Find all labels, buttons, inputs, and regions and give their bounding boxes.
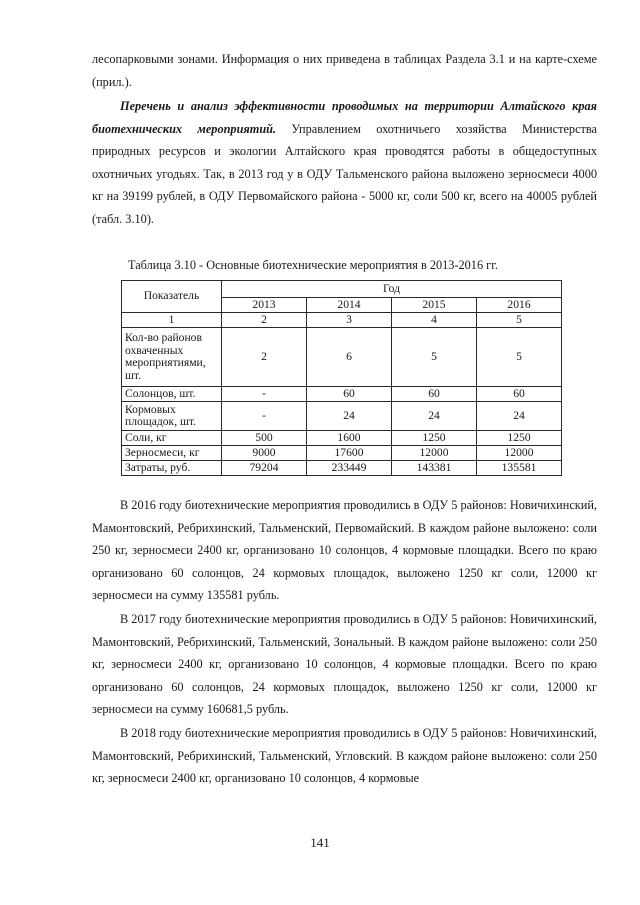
row-label: Кол-во районов охваченных мероприятиями, шт.	[122, 328, 222, 387]
table-cell: 12000	[392, 446, 477, 461]
column-number: 5	[477, 313, 562, 328]
paragraph-body: Управлением охотничьего хозяйства Министерства природных ресурсов и экологии Алтайского края проводятся работы в общедоступных охотничьих угодьях. Так, в 2013 год у в ОДУ Тальменского района выложено зерносмеси 4000 кг на 39199 рублей, в ОДУ Первомайского района - 5000 кг, соли 500 кг, всего на 40005 рублей (табл. 3.10).	[92, 121, 597, 226]
row-label: Кормовых площадок, шт.	[122, 402, 222, 431]
table-cell: 135581	[477, 461, 562, 476]
row-label: Соли, кг	[122, 431, 222, 446]
table-row	[122, 402, 562, 431]
table-cell: 60	[477, 387, 562, 402]
table-caption: Таблица 3.10 - Основные биотехнические мероприятия в 2013-2016 гг.	[128, 258, 498, 272]
section-heading: Перечень и анализ эффективности проводимых на территории Алтайского края биотехнических мероприятий.	[92, 99, 597, 136]
table-cell: 143381	[392, 461, 477, 476]
table-cell: 12000	[477, 446, 562, 461]
table-cell: 24	[307, 402, 392, 431]
table-cell: 1250	[392, 431, 477, 446]
header-year: Год	[222, 281, 562, 298]
table-row	[122, 461, 562, 476]
table-cell: 1250	[477, 431, 562, 446]
table-cell: 2	[222, 328, 307, 387]
header-year-cell: 2016	[477, 298, 562, 313]
paragraph-biotech-overview	[92, 95, 597, 231]
table-cell: 233449	[307, 461, 392, 476]
table-cell: 500	[222, 431, 307, 446]
row-label: Солонцов, шт.	[122, 387, 222, 402]
column-number: 1	[122, 313, 222, 328]
table-cell: 60	[392, 387, 477, 402]
header-year-cell: 2013	[222, 298, 307, 313]
table-cell: 1600	[307, 431, 392, 446]
column-number: 3	[307, 313, 392, 328]
paragraph-2018: В 2018 году биотехнические мероприятия проводились в ОДУ 5 районов: Новичихинский, Мамонтовский, Ребрихинский, Тальменский, Угловский. В каждом районе выложено: соли 250 кг, зерносмеси 2400 кг, организовано 10 солонцов, 4 кормовые	[92, 726, 597, 786]
table-cell: 9000	[222, 446, 307, 461]
header-indicator: Показатель	[122, 281, 222, 313]
table-cell: -	[222, 387, 307, 402]
table-cell: 24	[392, 402, 477, 431]
table-row	[122, 328, 562, 387]
row-label: Зерносмеси, кг	[122, 446, 222, 461]
paragraph-2017: В 2017 году биотехнические мероприятия проводились в ОДУ 5 районов: Новичихинский, Мамонтовский, Ребрихинский, Тальменский, Зональный. В каждом районе выложено: соли 250 кг, зерносмеси 2400 кг, организовано 10 солонцов, 4 кормовые площадки. Всего по краю организовано 60 солонцов, 24 кормовых площадок, выложено 1250 кг соли, 12000 кг зерносмеси на сумму 160681,5 рубль.	[92, 612, 597, 717]
column-number: 2	[222, 313, 307, 328]
column-number: 4	[392, 313, 477, 328]
table-cell: 5	[477, 328, 562, 387]
header-year-cell: 2015	[392, 298, 477, 313]
table-cell: 5	[392, 328, 477, 387]
table-cell: 6	[307, 328, 392, 387]
table-cell: 24	[477, 402, 562, 431]
header-year-cell: 2014	[307, 298, 392, 313]
table-cell: 17600	[307, 446, 392, 461]
table-row	[122, 431, 562, 446]
table-cell: 60	[307, 387, 392, 402]
page-number: 141	[310, 835, 330, 850]
paragraph-intro: лесопарковыми зонами. Информация о них приведена в таблицах Раздела 3.1 и на карте-схеме (прил.).	[92, 52, 597, 89]
row-label: Затраты, руб.	[122, 461, 222, 476]
biotech-table	[121, 280, 562, 476]
table-row	[122, 446, 562, 461]
table-row	[122, 387, 562, 402]
table-cell: 79204	[222, 461, 307, 476]
paragraph-2016: В 2016 году биотехнические мероприятия проводились в ОДУ 5 районов: Новичихинский, Мамонтовский, Ребрихинский, Тальменский, Первомайский. В каждом районе выложено: соли 250 кг, зерносмеси 2400 кг, организовано 10 солонцов, 4 кормовые площадки. Всего по краю организовано 60 солонцов, 24 кормовых площадок, выложено 1250 кг соли, 12000 кг зерносмеси на сумму 135581 рубль.	[92, 498, 597, 603]
table-cell: -	[222, 402, 307, 431]
